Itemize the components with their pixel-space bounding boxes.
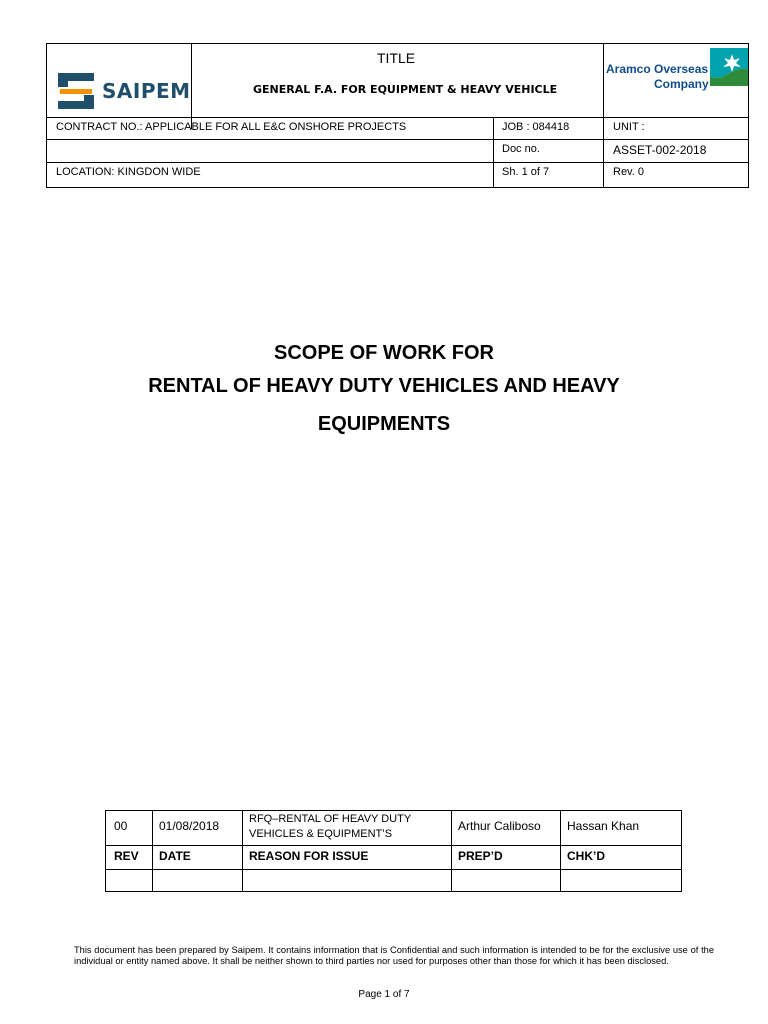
- date-header: DATE: [159, 849, 191, 863]
- date-value: 01/08/2018: [159, 819, 220, 833]
- aramco-logo-line1: Aramco Overseas: [606, 62, 709, 76]
- revision-number: Rev. 0: [613, 166, 644, 178]
- confidentiality-notice: This document has been prepared by Saipem. It contains information that is Confidential and such information is intended to be for the exclusive use of the individual or entity named above. It shall be neither shown to third parties nor used for purposes other than those for which it has been disclosed.: [74, 945, 714, 966]
- checked-header: CHK’D: [567, 849, 605, 863]
- job-number: JOB : 084418: [502, 121, 570, 133]
- saipem-logo-text: SAIPEM: [102, 79, 191, 103]
- headline-line-1: SCOPE OF WORK FOR: [274, 342, 494, 364]
- document-title: GENERAL F.A. FOR EQUIPMENT & HEAVY VEHICLE: [253, 83, 558, 96]
- reason-value-line-1: RFQ–RENTAL OF HEAVY DUTY: [249, 813, 412, 825]
- contract-number: CONTRACT NO.: APPLICABLE FOR ALL E&C ONSHORE PROJECTS: [56, 121, 407, 133]
- reason-header: REASON FOR ISSUE: [249, 849, 369, 863]
- title-label: TITLE: [377, 50, 416, 66]
- aramco-logo-line2: Company: [654, 77, 709, 91]
- revision-table: [105, 810, 682, 892]
- location: LOCATION: KINGDON WIDE: [56, 166, 201, 178]
- saipem-logo: [56, 70, 191, 112]
- sheet-number: Sh. 1 of 7: [502, 166, 550, 178]
- aramco-overseas-logo: [604, 46, 748, 102]
- prepared-by-value: Arthur Caliboso: [458, 819, 541, 833]
- rev-header: REV: [114, 849, 139, 863]
- headline-line-3: EQUIPMENTS: [317, 413, 451, 435]
- prepared-header: PREP’D: [458, 849, 503, 863]
- headline-line-2: RENTAL OF HEAVY DUTY VEHICLES AND HEAVY: [148, 375, 620, 397]
- doc-no-label: Doc no.: [502, 143, 540, 155]
- unit-field: UNIT :: [613, 121, 645, 133]
- doc-no-value: ASSET-002-2018: [613, 143, 707, 157]
- reason-value-line-2: VEHICLES & EQUIPMENT’S: [249, 828, 393, 840]
- page-number: Page 1 of 7: [358, 989, 410, 1000]
- checked-by-value: Hassan Khan: [567, 819, 640, 833]
- aramco-star-icon: [710, 48, 748, 86]
- rev-value: 00: [114, 819, 128, 833]
- saipem-mark-icon: [56, 71, 96, 111]
